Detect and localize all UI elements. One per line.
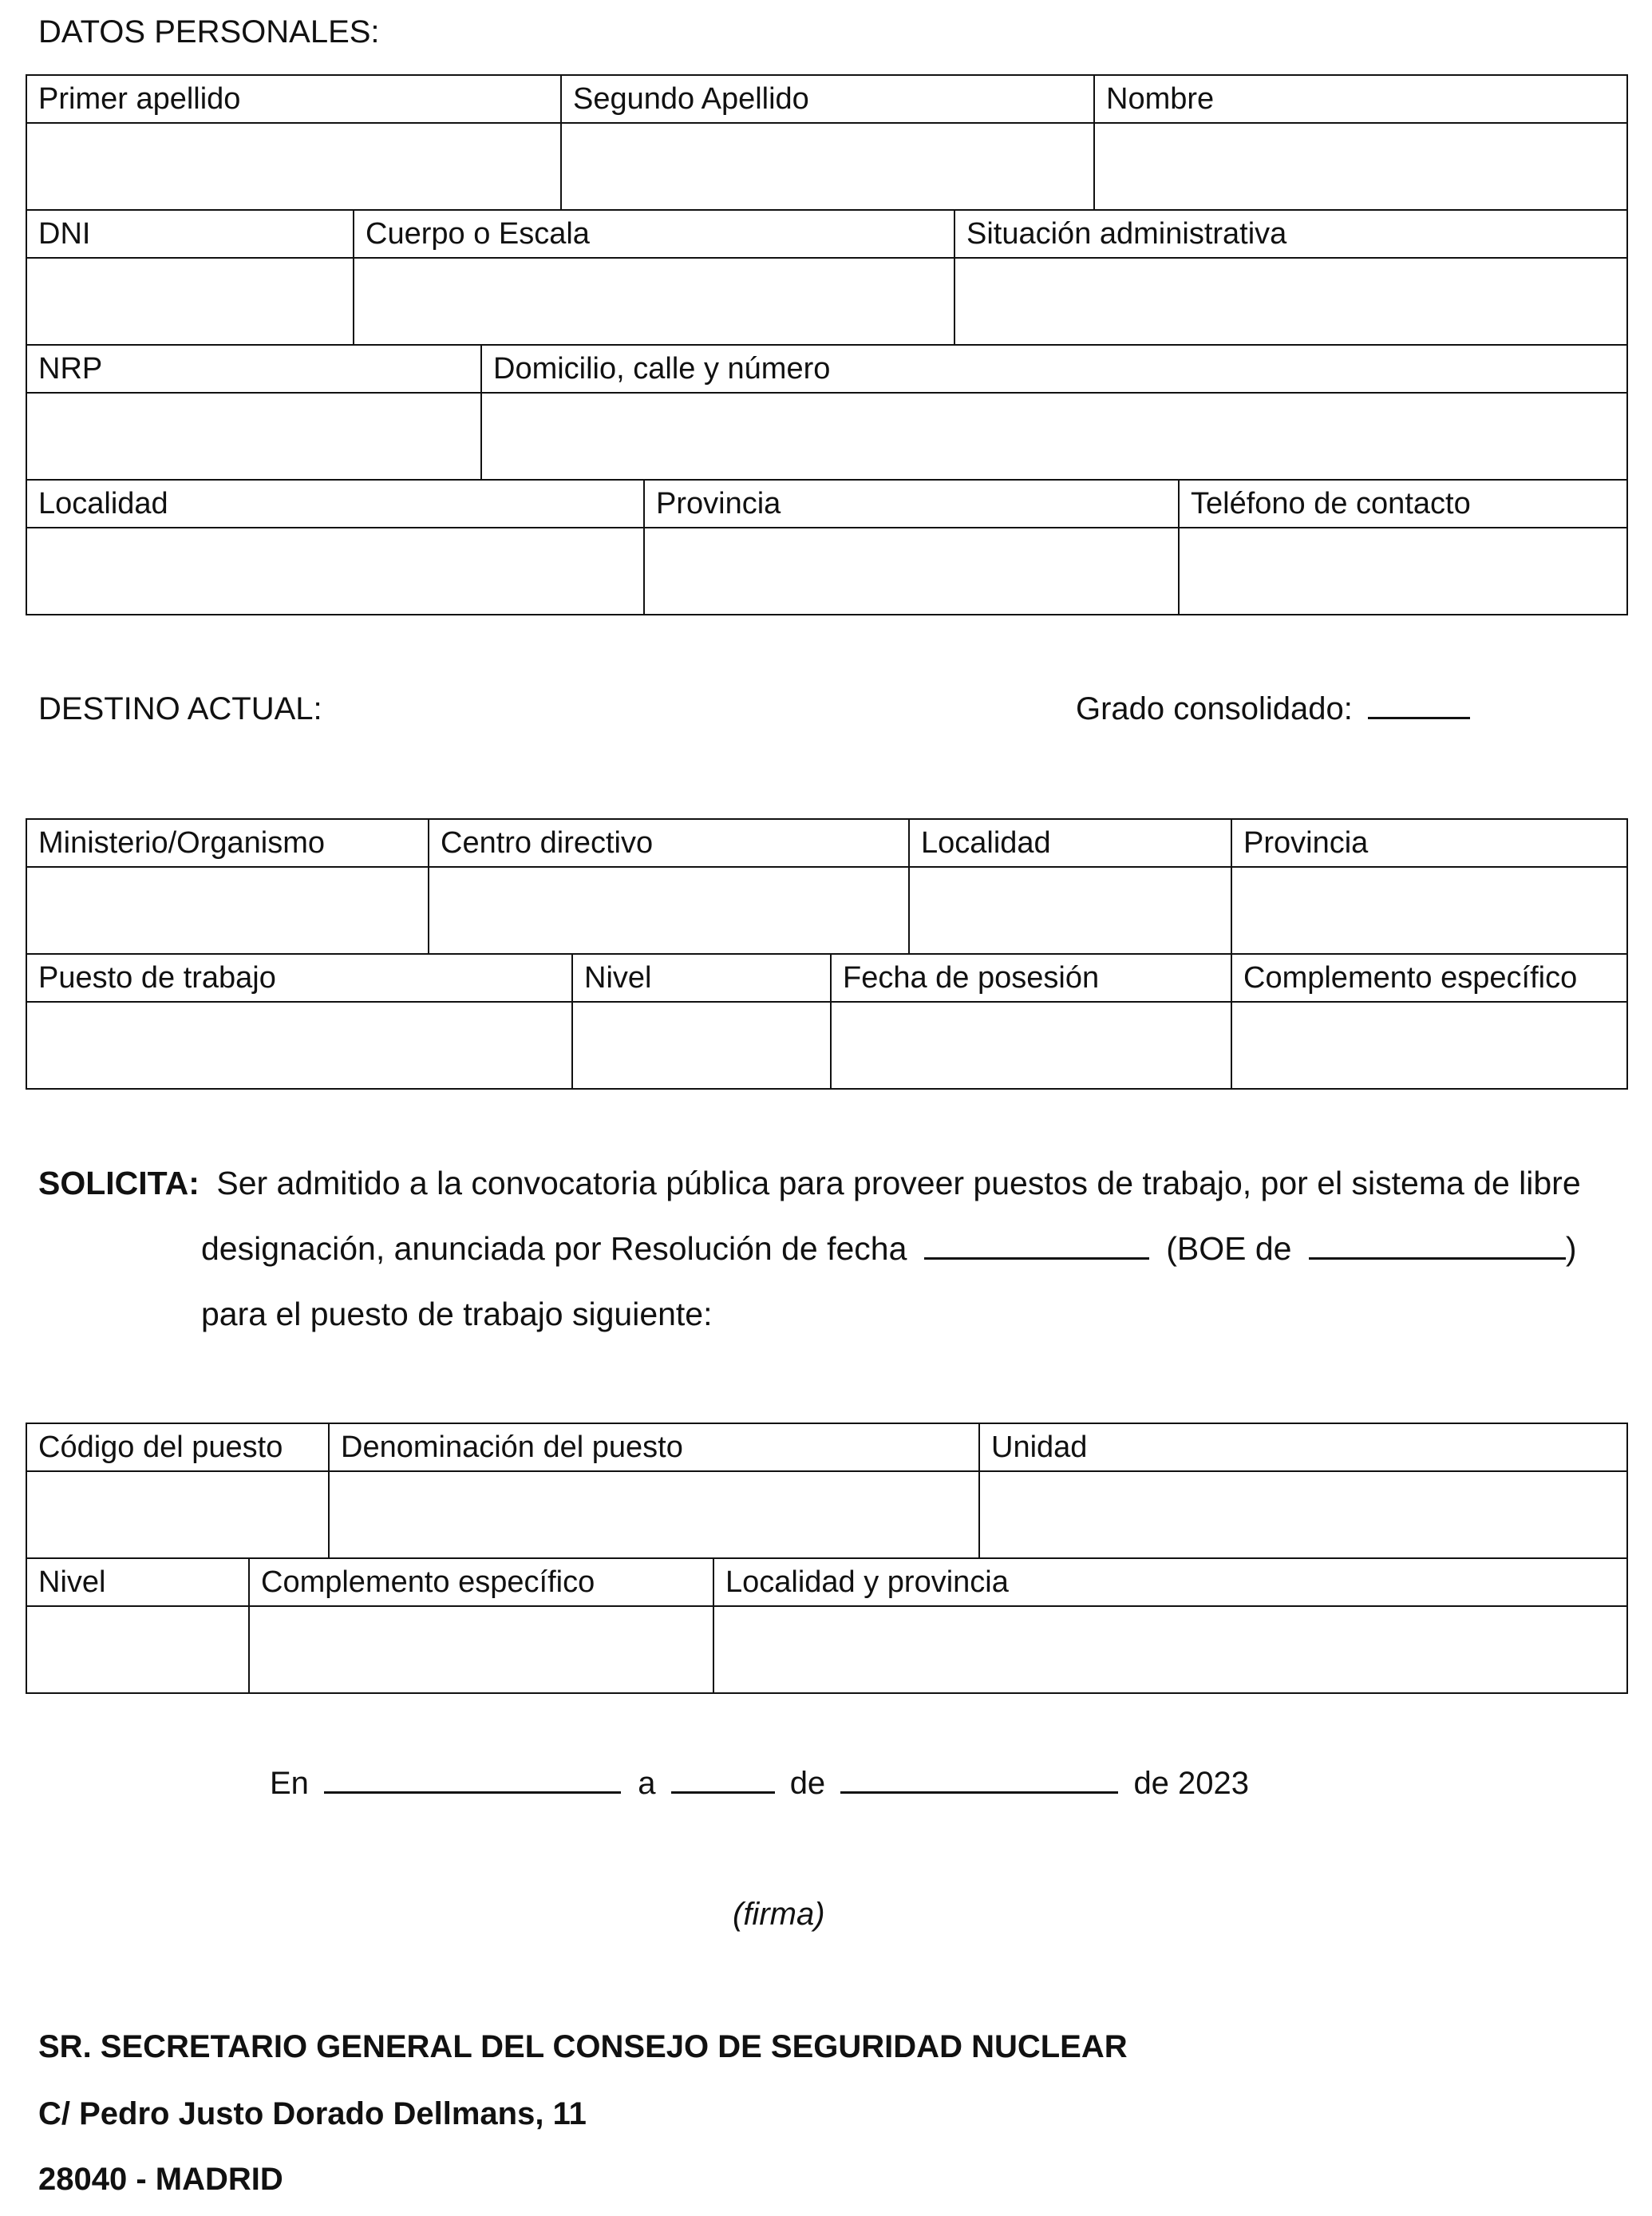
field-primer-apellido <box>27 76 560 209</box>
field-label: Situación administrativa <box>955 211 1626 259</box>
field-label: Segundo Apellido <box>562 76 1093 124</box>
grado-consolidado-label: Grado consolidado: <box>1076 691 1353 726</box>
primer-apellido-input[interactable] <box>27 124 560 209</box>
field-destino-provincia <box>1231 820 1626 953</box>
field-destino-nivel <box>571 955 830 1088</box>
puesto-row-2 <box>27 1557 1626 1692</box>
boe-fecha-blank[interactable] <box>1309 1233 1566 1260</box>
field-label: Nombre <box>1095 76 1626 124</box>
field-label: Centro directivo <box>429 820 908 868</box>
localidad-provincia-input[interactable] <box>714 1607 1626 1692</box>
puesto-trabajo-input[interactable] <box>27 1003 571 1088</box>
field-puesto-complemento <box>248 1559 713 1692</box>
field-nrp <box>27 346 480 479</box>
destino-row-2 <box>27 953 1626 1088</box>
field-destino-complemento <box>1231 955 1626 1088</box>
field-label: Unidad <box>980 1424 1626 1472</box>
field-label: Teléfono de contacto <box>1180 481 1626 528</box>
destino-complemento-input[interactable] <box>1232 1003 1626 1088</box>
puesto-nivel-input[interactable] <box>27 1607 248 1692</box>
field-label: Nivel <box>27 1559 248 1607</box>
dia-blank[interactable] <box>671 1767 775 1794</box>
solicita-text-2: designación, anunciada por Resolución de fecha <box>201 1230 907 1267</box>
field-label: Denominación del puesto <box>330 1424 978 1472</box>
personal-row-1 <box>27 76 1626 209</box>
field-label: Localidad <box>27 481 643 528</box>
unidad-input[interactable] <box>980 1472 1626 1557</box>
provincia-input[interactable] <box>645 528 1178 614</box>
solicita-text-1: Ser admitido a la convocatoria pública para proveer puestos de trabajo, por el sistema de libre <box>216 1165 1581 1201</box>
domicilio-input[interactable] <box>482 394 1626 479</box>
field-ministerio-organismo <box>27 820 428 953</box>
field-label: Complemento específico <box>1232 955 1626 1003</box>
destino-localidad-input[interactable] <box>910 868 1231 953</box>
field-label: Puesto de trabajo <box>27 955 571 1003</box>
fecha-year-label: de 2023 <box>1133 1766 1250 1801</box>
solicita-line-1 <box>38 1164 1581 1202</box>
fecha-en-label: En <box>270 1766 309 1801</box>
ministerio-organismo-input[interactable] <box>27 868 428 953</box>
field-unidad <box>978 1424 1626 1557</box>
fecha-lugar-line <box>270 1764 1249 1802</box>
personal-heading: DATOS PERSONALES: <box>38 14 380 49</box>
situacion-administrativa-input[interactable] <box>955 259 1626 344</box>
field-label: Ministerio/Organismo <box>27 820 428 868</box>
field-label: Provincia <box>1232 820 1626 868</box>
puesto-row-1 <box>27 1424 1626 1557</box>
field-label: DNI <box>27 211 353 259</box>
field-label: Cuerpo o Escala <box>354 211 954 259</box>
solicita-label: SOLICITA: <box>38 1165 200 1201</box>
localidad-input[interactable] <box>27 528 643 614</box>
destino-provincia-input[interactable] <box>1232 868 1626 953</box>
fecha-de-label: de <box>789 1766 826 1801</box>
destino-grid <box>26 818 1628 1090</box>
nombre-input[interactable] <box>1095 124 1626 209</box>
firma-label: (firma) <box>733 1897 825 1932</box>
mes-blank[interactable] <box>840 1767 1118 1794</box>
field-segundo-apellido <box>560 76 1093 209</box>
lugar-blank[interactable] <box>324 1767 621 1794</box>
field-destino-localidad <box>908 820 1231 953</box>
field-denominacion-puesto <box>328 1424 978 1557</box>
grado-consolidado-blank[interactable] <box>1368 693 1470 719</box>
solicita-line-3: para el puesto de trabajo siguiente: <box>201 1296 713 1332</box>
segundo-apellido-input[interactable] <box>562 124 1093 209</box>
field-label: Complemento específico <box>250 1559 713 1607</box>
destinatario-line-3: 28040 - MADRID <box>38 2162 283 2197</box>
personal-row-2 <box>27 209 1626 344</box>
destinatario-line-2: C/ Pedro Justo Dorado Dellmans, 11 <box>38 2096 587 2131</box>
destinatario-line-1: SR. SECRETARIO GENERAL DEL CONSEJO DE SEGURIDAD NUCLEAR <box>38 2029 1128 2064</box>
field-codigo-puesto <box>27 1424 328 1557</box>
codigo-puesto-input[interactable] <box>27 1472 328 1557</box>
destino-row-1 <box>27 820 1626 953</box>
nrp-input[interactable] <box>27 394 480 479</box>
personal-row-3 <box>27 344 1626 479</box>
field-puesto-nivel <box>27 1559 248 1692</box>
personal-data-grid <box>26 74 1628 615</box>
puesto-grid <box>26 1423 1628 1694</box>
field-label: Provincia <box>645 481 1178 528</box>
field-situacion-administrativa <box>954 211 1626 344</box>
field-domicilio <box>480 346 1626 479</box>
field-telefono-contacto <box>1178 481 1626 614</box>
destino-nivel-input[interactable] <box>573 1003 830 1088</box>
field-dni <box>27 211 353 344</box>
field-label: Localidad <box>910 820 1231 868</box>
boe-close: ) <box>1565 1230 1577 1267</box>
centro-directivo-input[interactable] <box>429 868 908 953</box>
fecha-posesion-input[interactable] <box>832 1003 1231 1088</box>
field-localidad-provincia <box>713 1559 1626 1692</box>
field-label: Primer apellido <box>27 76 560 124</box>
field-label: Fecha de posesión <box>832 955 1231 1003</box>
field-label: Código del puesto <box>27 1424 328 1472</box>
grado-consolidado <box>1076 690 1470 728</box>
boe-label: (BOE de <box>1166 1230 1292 1267</box>
cuerpo-escala-input[interactable] <box>354 259 954 344</box>
field-label: Localidad y provincia <box>714 1559 1626 1607</box>
field-centro-directivo <box>428 820 908 953</box>
field-label: Nivel <box>573 955 830 1003</box>
field-provincia <box>643 481 1178 614</box>
field-label: Domicilio, calle y número <box>482 346 1626 394</box>
fecha-a-label: a <box>638 1766 656 1801</box>
field-nombre <box>1093 76 1626 209</box>
denominacion-puesto-input[interactable] <box>330 1472 978 1557</box>
field-fecha-posesion <box>830 955 1231 1088</box>
solicita-line-2 <box>201 1229 1577 1268</box>
personal-row-4 <box>27 479 1626 614</box>
field-localidad <box>27 481 643 614</box>
destino-heading: DESTINO ACTUAL: <box>38 691 322 726</box>
telefono-contacto-input[interactable] <box>1180 528 1626 614</box>
field-puesto-trabajo <box>27 955 571 1088</box>
field-label: NRP <box>27 346 480 394</box>
resolucion-fecha-blank[interactable] <box>924 1233 1149 1260</box>
dni-input[interactable] <box>27 259 353 344</box>
field-cuerpo-escala <box>353 211 954 344</box>
puesto-complemento-input[interactable] <box>250 1607 713 1692</box>
